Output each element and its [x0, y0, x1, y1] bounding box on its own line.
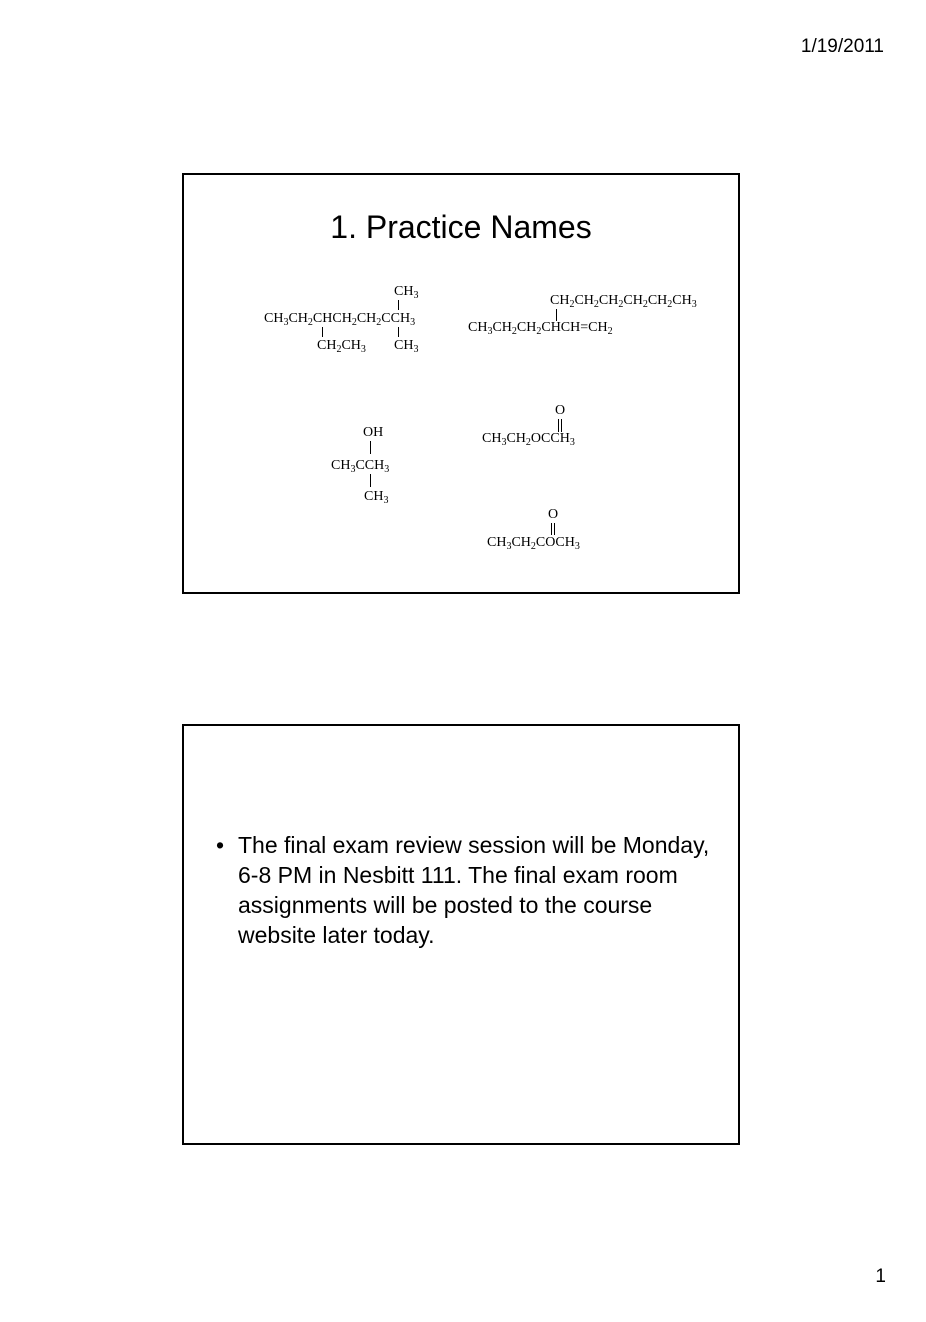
struct3-hydroxyl: OH — [363, 425, 384, 440]
struct3-main-chain: $CH_3CCH_3$ — [331, 458, 390, 475]
struct1-branch2: $CH_3$ — [394, 338, 419, 355]
bullet-item: • The final exam review session will be Monday, 6-8 PM in Nesbitt 111. The final exam room assignments will be posted to the course website later today. — [216, 830, 716, 950]
struct3-top-bond — [370, 441, 371, 454]
struct4-main-chain: $CH_3CH_2OCCH_3$ — [482, 431, 575, 448]
struct1-top-group: $CH_3$ — [394, 284, 419, 301]
struct4-oxygen: O — [555, 403, 566, 418]
slide-practice-names — [182, 173, 740, 594]
struct2-main-chain: $CH_3CH_2CH_2CHCH=CH_2$ — [468, 320, 613, 337]
struct1-branch2-bond — [398, 327, 399, 337]
slide-announcement — [182, 724, 740, 1145]
struct3-bottom-bond — [370, 474, 371, 487]
struct5-oxygen: O — [548, 507, 559, 522]
bullet-list — [216, 830, 716, 950]
struct5-double-bond — [551, 523, 552, 535]
struct2-top-group: $CH_2CH_2CH_2CH_2CH_2CH_3$ — [550, 293, 697, 310]
struct1-branch1: $CH_2CH_3$ — [317, 338, 366, 355]
struct1-top-bond — [398, 300, 399, 310]
struct1-main-chain: $CH_3CH_2CHCH_2CH_2CCH_3$ — [264, 311, 416, 328]
struct1-branch1-bond — [322, 327, 323, 337]
struct3-bottom-group: $CH_3$ — [364, 489, 389, 506]
slide-title: 1. Practice Names — [330, 209, 592, 245]
struct5-main-chain: $CH_3CH_2COCH_3$ — [487, 535, 580, 552]
header-date: 1/19/2011 — [800, 36, 884, 57]
page-number: 1 — [875, 1266, 886, 1287]
